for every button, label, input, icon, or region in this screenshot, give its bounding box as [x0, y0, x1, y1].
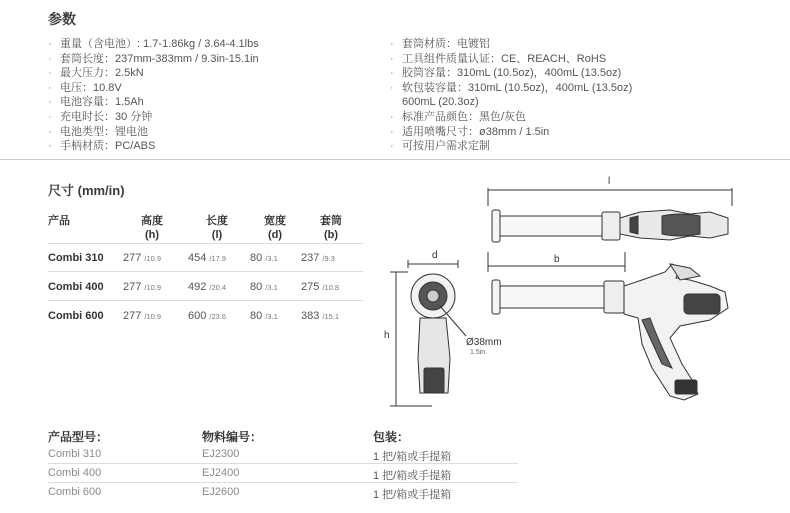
table-divider — [48, 243, 363, 244]
order-header-pack: 包装： — [373, 430, 410, 444]
list-item: · 最大压力：2.5kN — [48, 67, 144, 80]
list-item: · 标准产品颜色：黑色/灰色 — [390, 110, 527, 123]
cell-width: 80 /3.1 — [250, 252, 278, 264]
cell-width: 80 /3.1 — [250, 310, 278, 322]
cell-length: 600 /23.6 — [188, 310, 227, 322]
list-item: · 套筒长度：237mm-383mm / 9.3in-15.1in — [48, 52, 259, 65]
list-item: · 手柄材质：PC/ABS — [48, 140, 156, 153]
sleeve-cap — [492, 210, 500, 242]
cell-sleeve: 383 /15.1 — [301, 310, 340, 322]
list-item: 600mL (20.3oz) — [402, 96, 479, 109]
order-model: Combi 400 — [48, 467, 102, 479]
label-b: b — [554, 254, 560, 265]
grip-insert — [662, 214, 700, 236]
list-item: · 充电时长：30 分钟 — [48, 110, 153, 123]
sleeve-collar — [604, 281, 624, 313]
cell-length: 454 /17.9 — [188, 252, 227, 264]
label-nozzle-mm: Ø38mm — [466, 337, 502, 348]
col-header-length: 长度 (l) — [206, 215, 228, 241]
cell-height: 277 /10.9 — [123, 310, 162, 322]
list-item: · 电压：10.8V — [48, 81, 122, 94]
order-pack: 1 把/箱或手提箱 — [373, 451, 452, 463]
table-row-name: Combi 600 — [48, 310, 104, 322]
params-title: 参数 — [48, 11, 76, 27]
order-header-model: 产品型号： — [48, 430, 109, 444]
sleeve-cap — [492, 280, 500, 314]
sleeve-tube — [500, 286, 608, 308]
front-plunger — [427, 290, 439, 302]
dimensions-title: 尺寸 (mm/in) — [48, 183, 125, 198]
label-d: d — [432, 250, 438, 261]
label-h: h — [384, 330, 390, 341]
caulking-gun-drawing — [380, 168, 780, 418]
list-item: · 重量（含电池）: 1.7-1.86kg / 3.64-4.1lbs — [48, 38, 259, 50]
order-code: EJ2300 — [202, 448, 240, 460]
label-nozzle-in: 1.5in — [470, 349, 486, 356]
list-item: · 胶筒容量：310mL (10.5oz)，400mL (13.5oz) — [390, 67, 622, 80]
cell-length: 492 /20.4 — [188, 281, 227, 293]
section-divider — [0, 159, 790, 160]
list-item: · 电池容量：1.5Ah — [48, 96, 144, 109]
col-header-height: 高度 (h) — [141, 215, 163, 241]
col-header-product: 产品 — [48, 215, 70, 227]
col-header-sleeve: 套筒 (b) — [320, 215, 342, 241]
order-model: Combi 600 — [48, 486, 102, 498]
sleeve-tube — [500, 216, 610, 236]
list-item: · 适用喷嘴尺寸：ø38mm / 1.5in — [390, 125, 550, 138]
list-item: · 套筒材质：电镀铝 — [390, 38, 490, 50]
params-left-list — [48, 37, 259, 154]
grip-insert — [630, 216, 638, 234]
order-divider — [48, 463, 518, 464]
front-battery — [424, 368, 444, 393]
cell-height: 277 /10.9 — [123, 281, 162, 293]
order-divider — [48, 482, 518, 483]
order-header-code: 物料编号： — [202, 430, 263, 444]
order-code: EJ2400 — [202, 467, 240, 479]
list-item: · 工具组件质量认证：CE、REACH、RoHS — [390, 52, 607, 65]
battery-pack — [684, 294, 720, 314]
order-model: Combi 310 — [48, 448, 102, 460]
tool-body-side — [624, 264, 728, 400]
cell-width: 80 /3.1 — [250, 281, 278, 293]
battery-base — [675, 380, 697, 394]
cell-sleeve: 275 /10.8 — [301, 281, 340, 293]
table-row-name: Combi 310 — [48, 252, 104, 264]
order-pack: 1 把/箱或手提箱 — [373, 489, 452, 501]
order-code: EJ2600 — [202, 486, 240, 498]
table-divider — [48, 300, 363, 301]
table-row-name: Combi 400 — [48, 281, 104, 293]
table-divider — [48, 271, 363, 272]
cell-height: 277 /10.9 — [123, 252, 162, 264]
cell-sleeve: 237 /9.3 — [301, 252, 335, 264]
sleeve-collar — [602, 212, 620, 240]
col-header-width: 宽度 (d) — [264, 215, 286, 241]
order-pack: 1 把/箱或手提箱 — [373, 470, 452, 482]
list-item: · 电池类型：锂电池 — [48, 125, 148, 138]
label-l: l — [608, 176, 611, 187]
params-right-list — [390, 37, 632, 154]
list-item: · 软包装容量：310mL (10.5oz)，400mL (13.5oz) — [390, 81, 633, 94]
list-item: · 可按用户需求定制 — [390, 140, 490, 153]
